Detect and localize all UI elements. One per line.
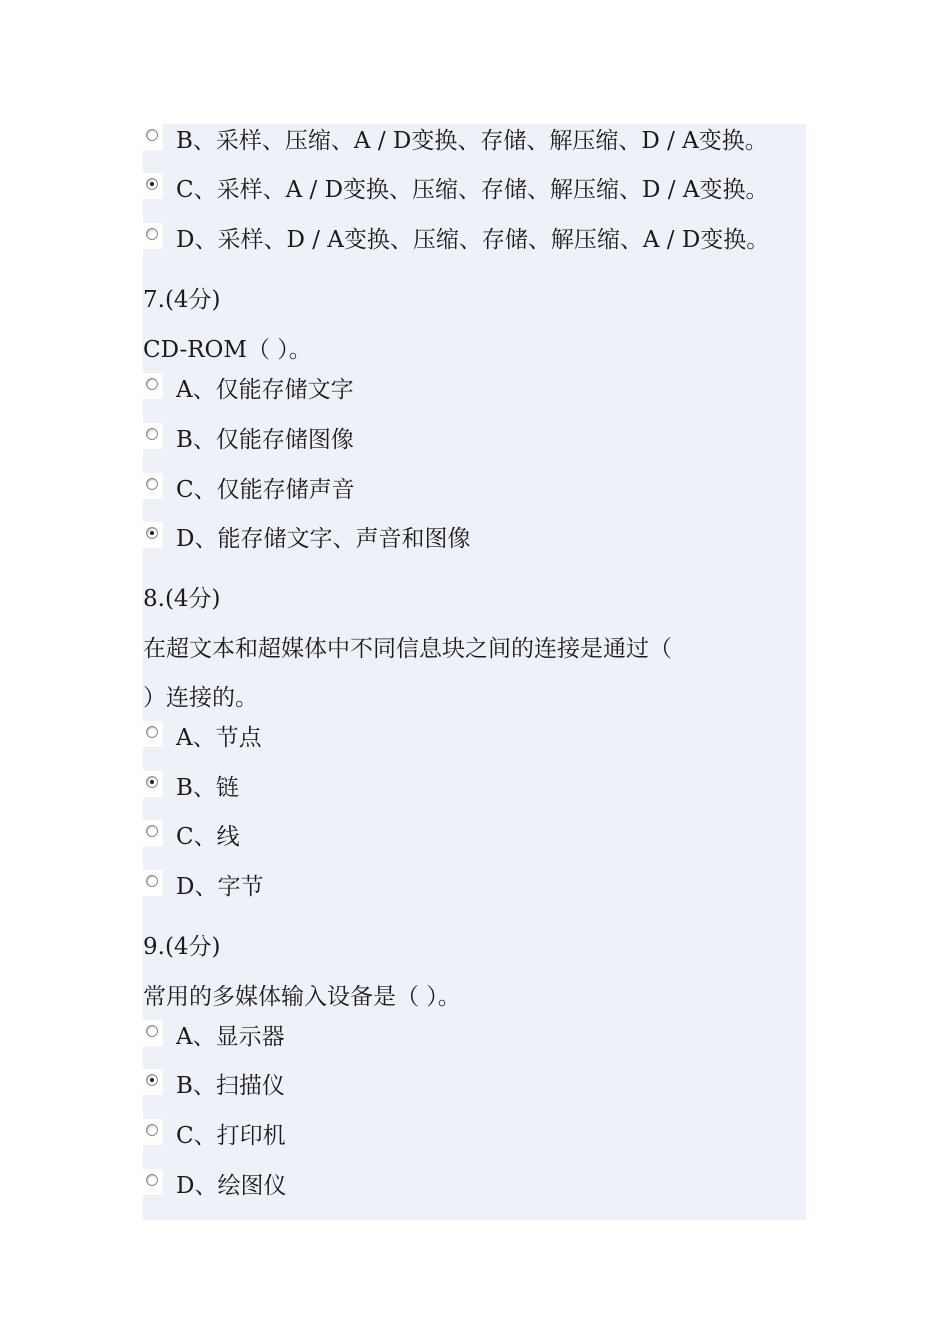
option-label: A、节点 bbox=[176, 725, 262, 751]
quiz-panel bbox=[143, 124, 806, 1220]
radio-button-icon[interactable] bbox=[146, 228, 158, 240]
option-label: C、打印机 bbox=[176, 1123, 286, 1149]
q9-option-a[interactable] bbox=[143, 1020, 285, 1054]
q8-stem-line2: ）连接的。 bbox=[143, 685, 258, 711]
q9-option-d[interactable] bbox=[143, 1169, 286, 1203]
q7-stem: CD-ROM（ ）。 bbox=[143, 337, 312, 363]
q8-option-b[interactable] bbox=[143, 771, 239, 805]
radio-button-icon[interactable] bbox=[146, 1174, 158, 1186]
radio-button-checked-icon[interactable] bbox=[146, 527, 158, 539]
q7-option-c[interactable] bbox=[143, 473, 355, 507]
option-label: D、能存储文字、声音和图像 bbox=[176, 526, 471, 552]
option-label: D、字节 bbox=[176, 874, 264, 900]
option-label: D、绘图仪 bbox=[176, 1173, 287, 1199]
radio-button-icon[interactable] bbox=[146, 478, 158, 490]
radio-button-checked-icon[interactable] bbox=[146, 1074, 158, 1086]
option-label: C、线 bbox=[176, 824, 240, 850]
q8-option-c[interactable] bbox=[143, 820, 240, 854]
radio-button-icon[interactable] bbox=[146, 1124, 158, 1136]
q9-header: 9.(4分) bbox=[143, 934, 221, 960]
option-label: B、链 bbox=[176, 775, 239, 801]
q9-option-b[interactable] bbox=[143, 1069, 285, 1103]
q7-option-d[interactable] bbox=[143, 522, 470, 556]
option-label: C、采样、A / D变换、压缩、存储、解压缩、D / A变换。 bbox=[176, 177, 769, 203]
q8-option-d[interactable] bbox=[143, 870, 263, 904]
q7-option-b[interactable] bbox=[143, 423, 354, 457]
q6-option-c[interactable] bbox=[143, 173, 768, 207]
radio-button-checked-icon[interactable] bbox=[146, 178, 158, 190]
q8-stem-line1: 在超文本和超媒体中不同信息块之间的连接是通过（ bbox=[143, 636, 672, 662]
radio-button-icon[interactable] bbox=[146, 825, 158, 837]
radio-button-icon[interactable] bbox=[146, 428, 158, 440]
radio-button-icon[interactable] bbox=[146, 129, 158, 141]
radio-button-checked-icon[interactable] bbox=[146, 776, 158, 788]
q7-option-a[interactable] bbox=[143, 373, 354, 407]
option-label: B、采样、压缩、A / D变换、存储、解压缩、D / A变换。 bbox=[176, 128, 768, 154]
q9-stem: 常用的多媒体输入设备是（ ）。 bbox=[143, 984, 461, 1010]
q9-option-c[interactable] bbox=[143, 1119, 286, 1153]
option-label: A、仅能存储文字 bbox=[176, 377, 354, 403]
radio-button-icon[interactable] bbox=[146, 875, 158, 887]
radio-button-icon[interactable] bbox=[146, 1025, 158, 1037]
radio-button-icon[interactable] bbox=[146, 726, 158, 738]
option-label: B、扫描仪 bbox=[176, 1073, 285, 1099]
option-label: D、采样、D / A变换、压缩、存储、解压缩、A / D变换。 bbox=[176, 227, 770, 253]
option-label: C、仅能存储声音 bbox=[176, 477, 355, 503]
option-label: B、仅能存储图像 bbox=[176, 427, 354, 453]
q8-option-a[interactable] bbox=[143, 721, 262, 755]
q6-option-b[interactable] bbox=[143, 124, 768, 158]
q8-header: 8.(4分) bbox=[143, 586, 221, 612]
q7-header: 7.(4分) bbox=[143, 287, 221, 313]
radio-button-icon[interactable] bbox=[146, 378, 158, 390]
q6-option-d[interactable] bbox=[143, 223, 769, 257]
option-label: A、显示器 bbox=[176, 1024, 285, 1050]
